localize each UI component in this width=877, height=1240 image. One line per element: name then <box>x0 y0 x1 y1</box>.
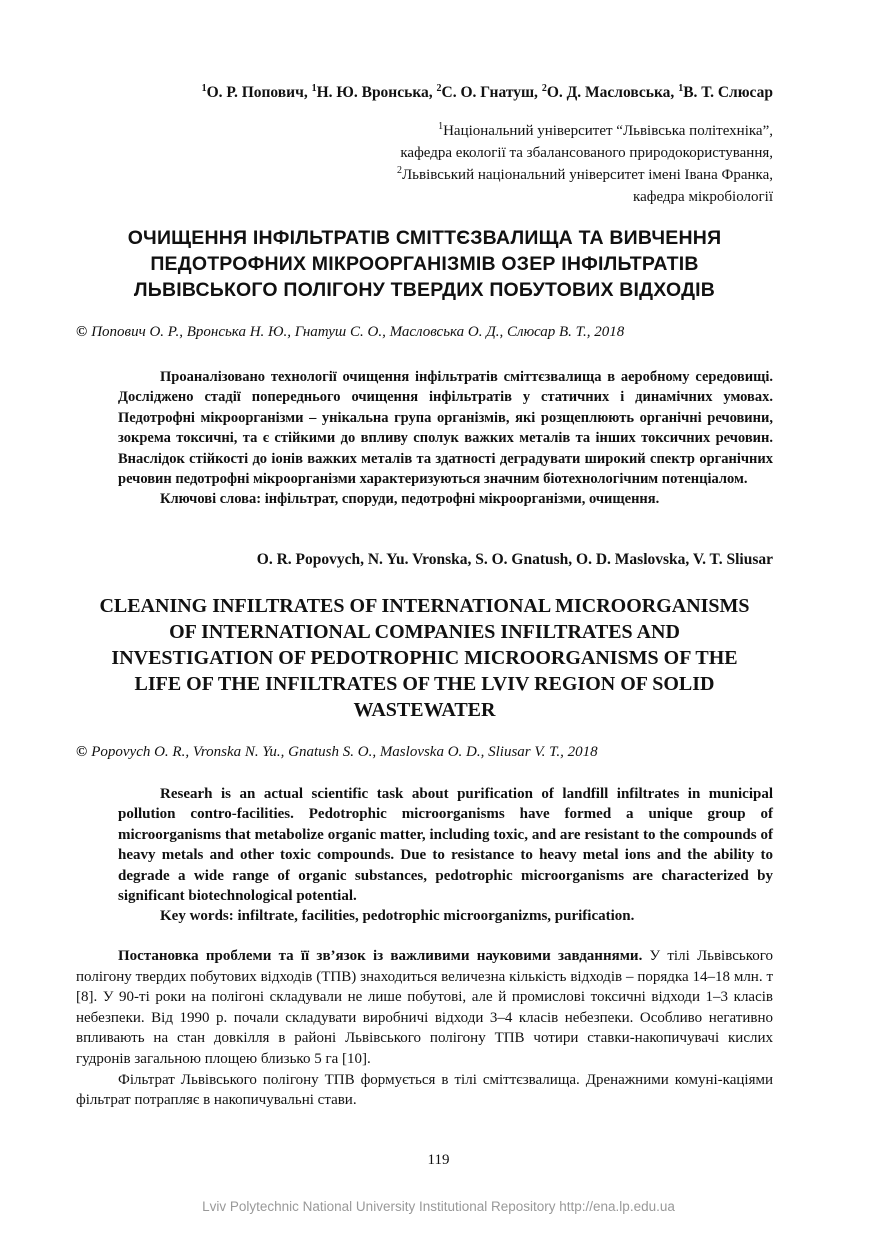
keywords-en: Key words: infiltrate, facilities, pedotrophic microorganizms, purification. <box>160 908 635 925</box>
affiliation-2-text: Львівський національний університет імені Івана Франка, <box>402 167 773 183</box>
body-paragraph-1-text: У тілі Львівського полігону твердих побутових відходів (ТПВ) знаходиться величезна кількість відходів – порядка 14–18 млн. т [8]. У 90-ті роки на полігоні складували не лише побутові, але й промислові токсичні відходи 1–3 класів небезпеки. Від 1990 р. почали складувати виробничі відходи 3–4 класів небезпеки. Особливо негативно впливають на стан довкілля в районі Львівського полігону ТПВ чотири ставки-накопичувачі кислих гудронів загальною площею близько 5 га [10]. <box>76 948 774 1067</box>
author-2-name: Н. Ю. Вронська, <box>316 84 437 101</box>
copyright-icon: © <box>76 744 88 760</box>
title-en-line-3: INVESTIGATION OF PEDOTROPHIC MICROORGANISMS OF THE <box>111 647 738 669</box>
keywords-uk: Ключові слова: інфільтрат, споруди, педотрофні мікроорганізми, очищення. <box>160 491 660 508</box>
author-4-sup: 2 <box>541 82 547 94</box>
abstract-en-text: Researh is an actual scientific task about purification of landfill infiltrates in municipal pollution contro-facilities. Pedotrophic microorganisms have formed a unique group of microorganisms that metabolize organic matter, including toxic, and are resistant to the compounds of heavy metals and other toxic compounds. Due to resistance to heavy metal ions and the ability to degrade a wide range of organic substances, pedotrophic microorganisms are characterized by significant biotechnological potential. <box>118 786 773 905</box>
title-en-line-2: OF INTERNATIONAL COMPANIES INFILTRATES AND <box>169 621 680 643</box>
author-1-sup: 1 <box>201 82 207 94</box>
title-english <box>76 593 773 723</box>
affiliation-line-1 <box>300 120 773 142</box>
author-2-sup: 1 <box>311 82 317 94</box>
affiliations <box>300 120 773 208</box>
title-uk-line-3: ЛЬВІВСЬКОГО ПОЛІГОНУ ТВЕРДИХ ПОБУТОВИХ ВІДХОДІВ <box>133 279 716 301</box>
title-en-line-4: LIFE OF THE INFILTRATES OF THE LVIV REGION OF SOLID <box>134 673 715 695</box>
affiliation-1-sup: 1 <box>438 121 444 132</box>
body-text <box>76 946 773 1111</box>
affiliation-1-text: Національний університет “Львівська політехніка”, <box>443 123 773 139</box>
abstract-english <box>118 784 773 927</box>
body-paragraph-2: Фільтрат Львівського полігону ТПВ формується в тілі сміттєзвалища. Дренажними комуні-каціями фільтрат потрапляє в накопичувальні стави. <box>76 1071 773 1109</box>
copyright-icon: © <box>76 324 88 340</box>
copyright-uk-text: Попович О. Р., Вронська Н. Ю., Гнатуш С. О., Масловська О. Д., Слюсар В. Т., 2018 <box>91 324 625 340</box>
copyright-english <box>76 744 598 761</box>
abstract-ukrainian <box>118 367 773 510</box>
author-4-name: О. Д. Масловська, <box>546 84 679 101</box>
affiliation-line-3 <box>300 164 773 186</box>
affiliation-line-2: кафедра екології та збалансованого природокористування, <box>400 145 773 161</box>
author-1-name: О. Р. Попович, <box>206 84 312 101</box>
affiliation-2-sup: 2 <box>397 165 402 176</box>
copyright-ukrainian <box>76 324 624 341</box>
author-5-sup: 1 <box>678 82 684 94</box>
section-heading-inline: Постановка проблеми та її зв’язок із важливими науковими завданнями. <box>118 948 643 964</box>
page-number: 119 <box>427 1152 450 1168</box>
title-uk-line-2: ПЕДОТРОФНИХ МІКРООРГАНІЗМІВ ОЗЕР ІНФІЛЬТРАТІВ <box>150 253 699 275</box>
repository-footer: Lviv Polytechnic National University Institutional Repository http://ena.lp.edu.ua <box>202 1199 675 1214</box>
title-en-line-1: CLEANING INFILTRATES OF INTERNATIONAL MICROORGANISMS <box>99 595 750 617</box>
author-3-name: С. О. Гнатуш, <box>441 84 542 101</box>
authors-english: O. R. Popovych, N. Yu. Vronska, S. O. Gnatush, O. D. Maslovska, V. T. Sliusar <box>256 551 773 568</box>
title-en-line-5: WASTEWATER <box>353 699 496 721</box>
author-5-name: В. Т. Слюсар <box>683 84 773 101</box>
copyright-en-text: Popovych O. R., Vronska N. Yu., Gnatush S. O., Maslovska O. D., Sliusar V. T., 2018 <box>91 744 598 760</box>
author-3-sup: 2 <box>436 82 442 94</box>
authors-ukrainian <box>76 82 773 104</box>
affiliation-line-4: кафедра мікробіології <box>633 189 773 205</box>
title-uk-line-1: ОЧИЩЕННЯ ІНФІЛЬТРАТІВ СМІТТЄЗВАЛИЩА ТА ВИВЧЕННЯ <box>127 227 722 249</box>
body-paragraph-1 <box>76 946 773 1070</box>
title-ukrainian <box>76 225 773 303</box>
abstract-uk-text: Проаналізовано технології очищення інфільтратів сміттєзвалища в аеробному середовищі. Досліджено стадії попереднього очищення інфільтратів у статичних і динамічних умовах. Педотрофні мікроорганізми – унікальна група організмів, які розщеплюють органічні речовини, зокрема токсичні, та є стійкими до впливу сполук важких металів та інших токсичних речовин. Внаслідок стійкості до іонів важких металів та здатності деградувати широкий спектр органічних речовин педотрофні мікроорганізми характеризуються значним біотехнологічним потенціалом. <box>118 369 773 488</box>
